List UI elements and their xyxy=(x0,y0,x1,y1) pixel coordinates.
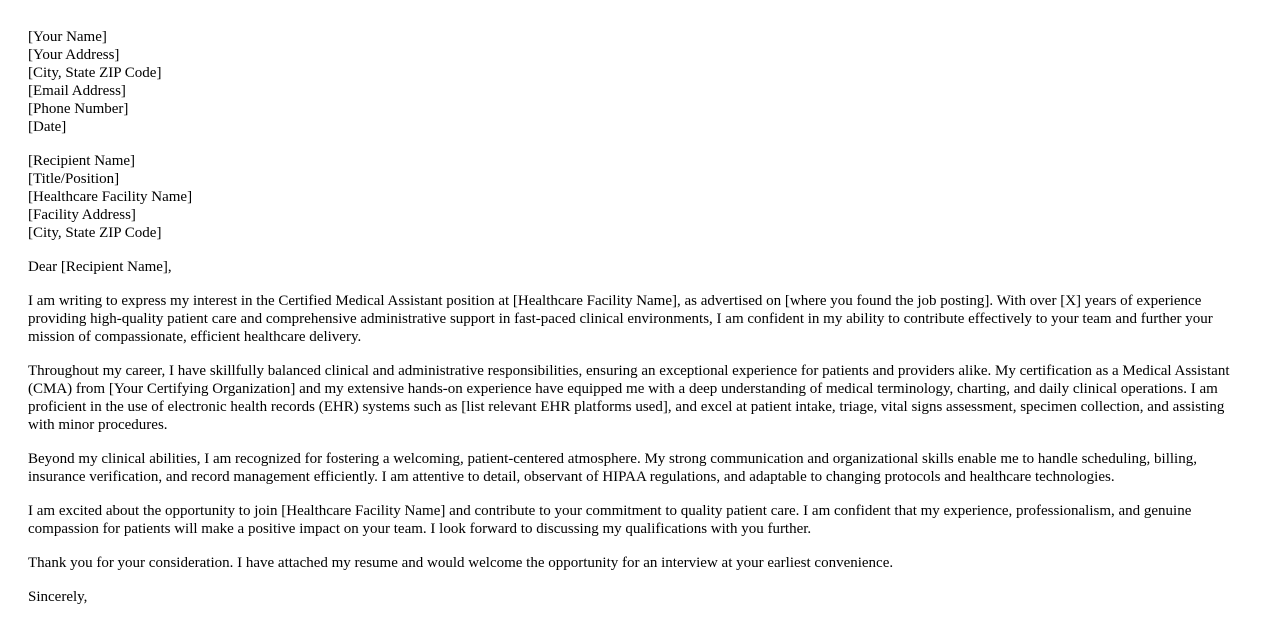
sender-name: [Your Name] xyxy=(28,29,107,45)
sender-address: [Your Address] xyxy=(28,47,120,63)
body-paragraph-1: I am writing to express my interest in the Certified Medical Assistant position at [Healthcare Facility Name], as advertised on [where you found the job posting]. With over [X] years of experience providing high-quality patient care and comprehensive administrative support in fast-paced clinical environments, I am confident in my ability to contribute effectively to your team and further your mission of compassionate, efficient healthcare delivery. xyxy=(28,293,1213,345)
recipient-facility: [Healthcare Facility Name] xyxy=(28,189,193,205)
sender-phone: [Phone Number] xyxy=(28,101,129,117)
recipient-title: [Title/Position] xyxy=(28,171,120,187)
body-paragraph-4: I am excited about the opportunity to join [Healthcare Facility Name] and contribute to your commitment to quality patient care. I am confident that my experience, professionalism, and genuine compassion for patients will make a positive impact on your team. I look forward to discussing my qualifications with you further. xyxy=(28,503,1192,537)
closing: Sincerely, xyxy=(28,589,88,605)
letter-document xyxy=(28,28,1253,622)
sender-email: [Email Address] xyxy=(28,83,126,99)
recipient-name: [Recipient Name] xyxy=(28,153,136,169)
salutation: Dear [Recipient Name], xyxy=(28,259,172,275)
letter-date: [Date] xyxy=(28,119,67,135)
body-paragraph-5: Thank you for your consideration. I have attached my resume and would welcome the opportunity for an interview at your earliest convenience. xyxy=(28,555,894,571)
body-paragraph-2: Throughout my career, I have skillfully balanced clinical and administrative responsibilities, ensuring an exceptional experience for patients and providers alike. My certification as a Medical Assistant (CMA) from [Your Certifying Organization] and my extensive hands-on experience have equipped me with a deep understanding of medical terminology, charting, and daily clinical operations. I am proficient in the use of electronic health records (EHR) systems such as [list relevant EHR platforms used], and excel at patient intake, triage, vital signs assessment, specimen collection, and assisting with minor procedures. xyxy=(28,363,1230,433)
sender-block xyxy=(28,28,1253,136)
recipient-city-state-zip: [City, State ZIP Code] xyxy=(28,225,162,241)
recipient-facility-address: [Facility Address] xyxy=(28,207,136,223)
body-paragraph-3: Beyond my clinical abilities, I am recognized for fostering a welcoming, patient-centered atmosphere. My strong communication and organizational skills enable me to handle scheduling, billing, insurance verification, and record management efficiently. I am attentive to detail, observant of HIPAA regulations, and adaptable to changing protocols and healthcare technologies. xyxy=(28,451,1197,485)
sender-city-state-zip: [City, State ZIP Code] xyxy=(28,65,162,81)
recipient-block xyxy=(28,152,1253,242)
